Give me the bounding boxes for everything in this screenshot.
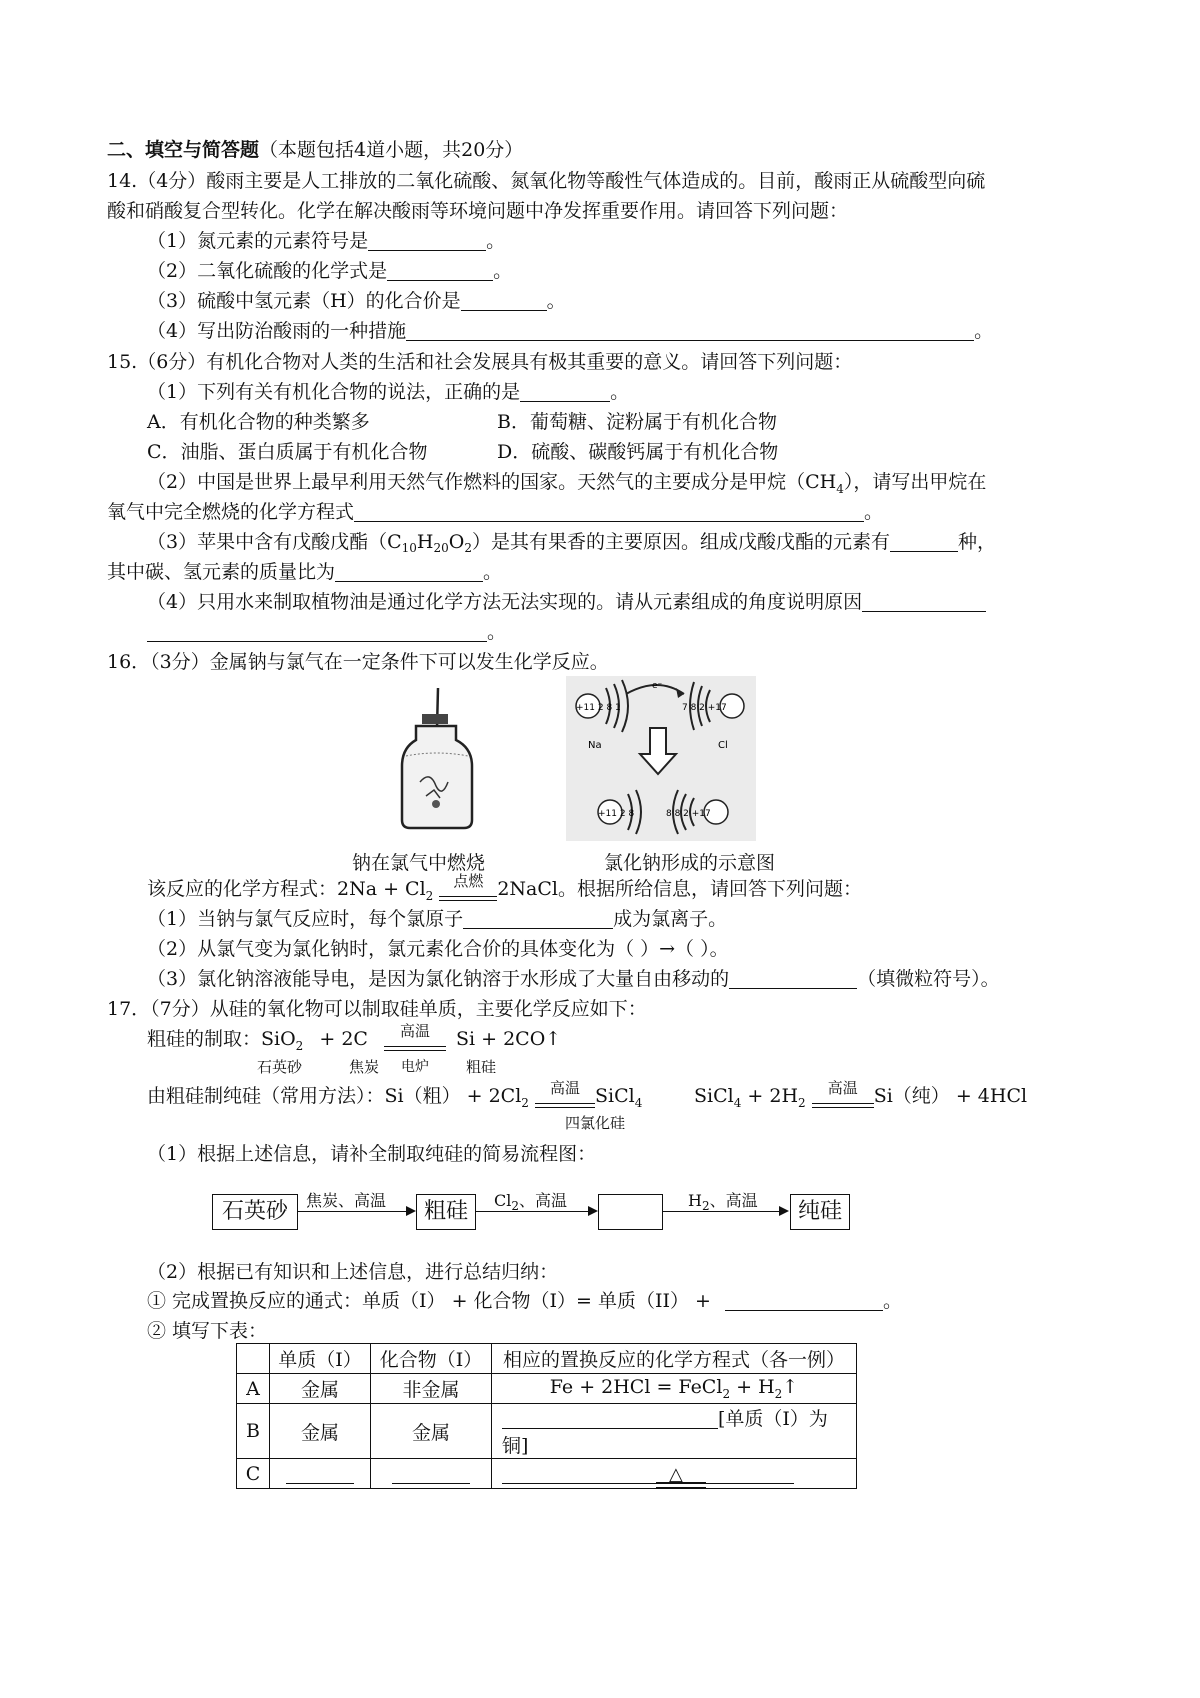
table-cell: 非金属 [371,1374,492,1404]
table-cell: A [237,1374,270,1404]
q15-stem: 15.（6分）有机化合物对人类的生活和社会发展具有极其重要的意义。请回答下列问题： [107,351,853,373]
condition-high-temp: 高温 [827,1079,858,1097]
equation-text-mid: + H [730,1376,775,1399]
period: 。 [483,561,503,583]
table-row [237,1459,857,1489]
reaction1-plus: + 2C [319,1028,368,1050]
flow-box-pure-si: 纯硅 [790,1194,850,1230]
flow-label-3-text: H [688,1191,702,1210]
q15-part3-text-end: 种， [958,531,997,553]
flow-box-quartz: 石英砂 [212,1194,298,1230]
reaction1-right: Si + 2CO↑ [456,1028,562,1050]
reaction3-right: Si（纯） + 4HCl [873,1085,1028,1107]
answer-blank[interactable] [392,1463,470,1484]
sodium-burning-figure [386,686,486,836]
flow-box-blank[interactable] [598,1194,663,1230]
answer-blank[interactable] [890,531,958,552]
subscript: 2 [425,888,434,903]
subscript: 2 [511,1199,519,1214]
table-cell: B [237,1404,270,1459]
table-header-row [237,1344,857,1374]
equation-right: 2NaCl。根据所给信息，请回答下列问题： [497,878,862,900]
table-cell: C [237,1459,270,1489]
flow-arrow-1 [298,1211,414,1212]
q16-part3-text-end: （填微粒符号）。 [857,968,1000,990]
reaction3-left: SiCl [694,1085,734,1107]
flow-label-3 [688,1188,758,1213]
answer-blank[interactable] [147,621,487,642]
table-note: [单质（I）为铜] [502,1408,828,1457]
q17-part2a [147,1288,902,1314]
answer-blank[interactable] [725,1290,883,1311]
equals-bar [384,1046,446,1051]
period: 。 [493,260,513,282]
q15-part3-text-mid: ）是其有果香的主要原因。组成戊酸戊酯的元素有 [472,531,891,553]
electron-label: e⁻ [652,681,663,691]
reaction1-left: 粗硅的制取：SiO [147,1028,296,1050]
flow-label-2-text-end: 、高温 [519,1191,568,1210]
reaction-condition [439,872,497,901]
q15-part3-text: （3）苹果中含有戊酸戊酯（C [147,531,402,553]
equals-bar [656,1482,706,1488]
table-row [237,1374,857,1404]
nacl-formation-figure [566,676,756,841]
q15-part2-text: （2）中国是世界上最早利用天然气作燃料的国家。天然气的主要成分是甲烷（CH [147,471,837,493]
period: 。 [610,381,630,403]
answer-blank[interactable] [354,501,864,522]
q17-part1: （1）根据上述信息，请补全制取纯硅的简易流程图： [147,1143,597,1165]
q17-part2b: ② 填写下表： [147,1320,268,1342]
na-ion-label: +11 2 8 [598,809,635,819]
section-note: （本题包括4道小题，共20分） [259,139,524,161]
equation-text-end: ↑ [782,1376,799,1399]
q15-part1-text: （1）下列有关有机化合物的说法，正确的是 [147,381,521,403]
subscript: 2 [521,1095,529,1110]
answer-blank[interactable] [729,968,857,989]
q15-part2-text-end: ），请写出甲烷在 [843,471,987,493]
answer-blank[interactable] [335,561,483,582]
q16-part2: （2）从氯气变为氯化钠时，氯元素化合价的具体变化为（ ）→（ ）。 [147,938,729,960]
q14-part4 [147,318,993,344]
answer-blank[interactable] [862,591,986,612]
subscript: 10 [401,541,417,555]
q17-part2: （2）根据已有知识和上述信息，进行总结归纳： [147,1261,559,1283]
table-row [237,1404,857,1459]
q16-part3 [147,966,1000,992]
subscript: 2 [295,1038,304,1053]
condition-furnace: 电炉 [401,1059,429,1075]
q16-part1-text: （1）当钠与氯气反应时，每个氯原子 [147,908,464,930]
q16-part1 [147,906,727,932]
q14-part3-text: （3）硫酸中氢元素（H）的化合价是 [147,290,461,312]
section-heading [107,137,523,163]
section-title: 二、填空与简答题 [107,139,260,161]
table-cell: 金属 [371,1404,492,1459]
q15-part4-line1 [147,589,986,615]
subscript: 20 [433,541,449,555]
answer-blank[interactable] [406,320,974,341]
q14-part4-text: （4）写出防治酸雨的一种措施 [147,320,407,342]
figure1-caption: 钠在氯气中燃烧 [352,852,486,874]
cl-ion-label: 8 8 2 +17 [666,809,711,819]
q14-part3 [147,288,566,314]
cl-symbol: Cl [718,740,728,751]
answer-blank[interactable] [520,381,610,402]
answer-blank[interactable] [387,260,493,281]
condition-high-temp: 高温 [549,1079,580,1097]
q15-part1 [147,379,629,405]
period: 。 [486,230,506,252]
reaction2-right: SiCl [594,1085,635,1107]
table-header-cell: 单质（I） [270,1344,371,1374]
reaction3-mid: + 2H [741,1085,799,1107]
q16-part3-text: （3）氯化钠溶液能导电，是因为氯化钠溶于水形成了大量自由移动的 [147,968,730,990]
equals-bar [812,1103,874,1108]
table-cell: 金属 [270,1374,371,1404]
q15-option-a: A．有机化合物的种类繁多 [147,411,370,433]
q16-stem: 16．（3分）金属钠与氯气在一定条件下可以发生化学反应。 [107,651,609,673]
reaction3-condition [812,1079,874,1108]
q15-part3-line2 [107,559,502,585]
q15-option-b: B．葡萄糖、淀粉属于有机化合物 [497,411,777,433]
reaction2-condition [535,1079,595,1108]
flow-label-3-text-end: 、高温 [709,1191,758,1210]
subscript: 2 [722,1386,731,1401]
subscript: 2 [464,541,472,555]
subscript: 2 [798,1095,806,1110]
na-symbol: Na [588,740,602,751]
table-cell: 金属 [270,1404,371,1459]
figure2-caption: 氯化钠形成的示意图 [604,852,776,874]
q15-option-d: D．硫酸、碳酸钙属于有机化合物 [497,441,779,463]
flow-label-2-text: Cl [494,1191,512,1210]
reaction1-condition [384,1022,446,1075]
q17-part2a-text: ① 完成置换反应的通式：单质（I） + 化合物（I）= 单质（II） + [147,1290,711,1312]
q17-reaction3 [694,1079,1028,1116]
answer-blank[interactable] [502,1463,794,1484]
element-h: H [416,531,434,553]
q15-part3-line1 [147,529,996,561]
equation-left: 该反应的化学方程式：2Na + Cl [147,878,426,900]
label-sicl4: 四氯化硅 [565,1114,626,1132]
label-crude-si: 粗硅 [466,1058,497,1076]
equation-text: Fe + 2HCl = FeCl [549,1376,723,1399]
condition-ignite: 点燃 [453,872,484,890]
q14-part2-text: （2）二氧化硫酸的化学式是 [147,260,388,282]
table-cell [270,1459,371,1489]
subscript: 2 [774,1386,783,1401]
q15-part4-text: （4）只用水来制取植物油是通过化学方法无法实现的。请从元素组成的角度说明原因 [147,591,863,613]
table-cell [371,1459,492,1489]
period: 。 [864,501,884,523]
answer-blank[interactable] [502,1408,718,1429]
answer-blank[interactable] [461,290,547,311]
subscript: 2 [701,1199,710,1214]
period: 。 [546,290,566,312]
flow-box-crude-si: 粗硅 [416,1194,476,1230]
period: 。 [882,1290,902,1312]
period: 。 [974,320,994,342]
table-header-cell: 化合物（I） [371,1344,492,1374]
answer-blank[interactable] [463,908,613,929]
heat-triangle-symbol: △ [669,1464,683,1485]
q15-part4-line2 [147,619,506,645]
subscript: 4 [836,481,844,496]
condition-high-temp: 高温 [399,1022,430,1040]
cl-nucleus-label: 7 8 2 +17 [682,703,727,713]
q15-option-c: C．油脂、蛋白质属于有机化合物 [147,441,428,463]
q14-stem-line2: 酸和硝酸复合型转化。化学在解决酸雨等环境问题中净发挥重要作用。请回答下列问题： [107,200,849,222]
element-o: O [448,531,465,553]
q16-part1-text-end: 成为氯离子。 [613,908,728,930]
answer-blank[interactable] [286,1463,354,1484]
subscript: 4 [733,1095,742,1110]
table-cell-equation [492,1374,857,1404]
flow-label-1: 焦炭、高温 [306,1191,387,1210]
q14-part2 [147,258,512,284]
reaction2-left: 由粗硅制纯硅（常用方法）：Si（粗） + 2Cl [147,1085,522,1107]
substitution-reaction-table [236,1343,857,1489]
q15-part3-text2: 其中碳、氢元素的质量比为 [107,561,336,583]
period: 。 [487,621,507,643]
q17-stem: 17．（7分）从硅的氧化物可以制取硅单质，主要化学反应如下： [107,998,647,1020]
q15-part2-line1 [147,469,986,502]
q15-part2-line2 [107,499,883,525]
table-header-cell [237,1344,270,1374]
na-nucleus-label: +11 2 8 1 [576,703,621,713]
equals-bar [439,896,497,901]
label-coke: 焦炭 [349,1058,380,1076]
table-cell-equation [492,1404,857,1459]
answer-blank[interactable] [368,230,486,251]
subscript: 4 [634,1095,643,1110]
flow-label-2 [494,1188,567,1213]
equals-bar [535,1103,595,1108]
q14-stem-line1: 14.（4分）酸雨主要是人工排放的二氧化硫酸、氮氧化物等酸性气体造成的。目前，酸雨正从硫酸型向硫 [107,170,986,192]
q14-part1 [147,228,505,254]
table-header-cell: 相应的置换反应的化学方程式（各一例） [492,1344,857,1374]
label-quartz-sand: 石英砂 [257,1058,303,1076]
q16-equation [147,872,862,909]
q15-part2-text2: 氧气中完全燃烧的化学方程式 [107,501,355,523]
q14-part1-text: （1）氮元素的元素符号是 [147,230,369,252]
